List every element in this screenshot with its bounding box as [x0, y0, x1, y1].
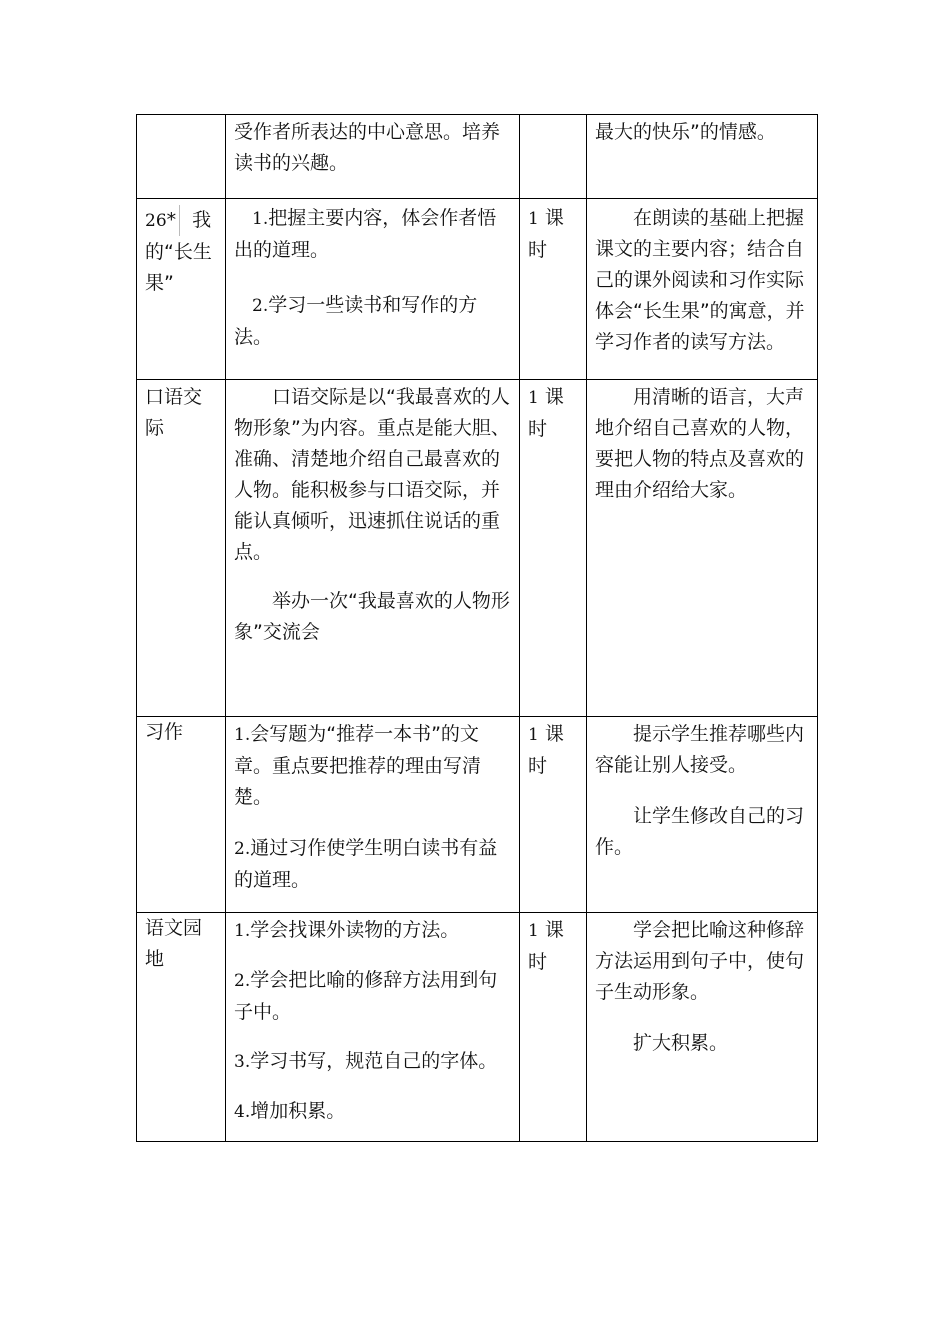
hours-cell [520, 380, 587, 717]
objective-text: 受作者所表达的中心意思。培养读书的兴趣。 [234, 121, 501, 174]
hours-number: 1 [528, 209, 539, 229]
objectives-cell [226, 913, 520, 1142]
lesson-title: 口语交际 [145, 386, 203, 439]
item-number: 3. [234, 1052, 251, 1072]
notes-text: 最大的快乐”的情感。 [595, 121, 776, 143]
lesson-title: 语文园地 [145, 917, 203, 970]
lesson-cell [137, 115, 226, 199]
lesson-cell [137, 380, 226, 717]
hours-number: 1 [528, 388, 539, 408]
objective-text: 把握主要内容，体会作者悟出的道理。 [234, 207, 497, 261]
table-row [137, 913, 818, 1142]
table-row [137, 380, 818, 717]
hours-cell [520, 199, 587, 380]
lesson-cell [137, 717, 226, 913]
hours-unit: 课时 [528, 207, 564, 261]
item-number: 2. [252, 296, 269, 316]
hours-cell [520, 913, 587, 1142]
objective-text: 学会把比喻的修辞方法用到句子中。 [234, 969, 498, 1023]
objective-text: 增加积累。 [250, 1100, 346, 1122]
objective-text: 举办一次“我最喜欢的人物形象”交流会 [234, 590, 510, 643]
notes-text: 学会把比喻这种修辞方法运用到句子中，使句子生动形象。 [595, 919, 805, 1003]
objective-text: 学习一些读书和写作的方法。 [234, 294, 478, 348]
notes-text: 让学生修改自己的习作。 [595, 805, 805, 858]
objective-text: 通过习作使学生明白读书有益的道理。 [234, 837, 498, 891]
item-number: 2. [234, 839, 251, 859]
hours-number: 1 [528, 921, 539, 941]
hours-cell [520, 115, 587, 199]
notes-cell [587, 913, 818, 1142]
objective-text: 会写题为“推荐一本书”的文章。重点要把推荐的理由写清楚。 [234, 723, 482, 808]
notes-text: 在朗读的基础上把握课文的主要内容；结合自己的课外阅读和习作实际体会“长生果”的寓意，并学习作者的读写方法。 [595, 207, 805, 353]
notes-cell [587, 199, 818, 380]
lesson-plan-table [136, 114, 818, 1142]
hours-unit: 课时 [528, 919, 564, 973]
notes-text: 提示学生推荐哪些内容能让别人接受。 [595, 723, 805, 776]
lesson-cell [137, 913, 226, 1142]
objectives-cell [226, 717, 520, 913]
item-number: 1. [234, 921, 251, 941]
lesson-cell [137, 199, 226, 380]
hours-unit: 课时 [528, 386, 564, 440]
lesson-title: 我的“长生果” [145, 209, 212, 294]
table-row [137, 717, 818, 913]
item-number: 1. [234, 725, 251, 745]
hours-unit: 课时 [528, 723, 564, 777]
hours-number: 1 [528, 725, 539, 745]
item-number: 1. [252, 209, 269, 229]
objectives-cell [226, 199, 520, 380]
notes-text: 扩大积累。 [633, 1032, 729, 1054]
objectives-cell [226, 380, 520, 717]
objective-text: 学习书写，规范自己的字体。 [250, 1050, 498, 1072]
table-row [137, 115, 818, 199]
notes-text: 用清晰的语言，大声地介绍自己喜欢的人物，要把人物的特点及喜欢的理由介绍给大家。 [595, 386, 805, 501]
hours-cell [520, 717, 587, 913]
notes-cell [587, 380, 818, 717]
optional-star: * [167, 205, 181, 236]
objectives-cell [226, 115, 520, 199]
lesson-number: 26 [145, 211, 167, 231]
objective-text: 口语交际是以“我最喜欢的人物形象”为内容。重点是能大胆、准确、清楚地介绍自己最喜欢的人物。能积极参与口语交际，并能认真倾听，迅速抓住说话的重点。 [234, 386, 510, 563]
lesson-title: 习作 [145, 721, 184, 743]
objective-text: 学会找课外读物的方法。 [250, 919, 460, 941]
item-number: 2. [234, 971, 251, 991]
item-number: 4. [234, 1102, 251, 1122]
notes-cell [587, 115, 818, 199]
notes-cell [587, 717, 818, 913]
table-row [137, 199, 818, 380]
